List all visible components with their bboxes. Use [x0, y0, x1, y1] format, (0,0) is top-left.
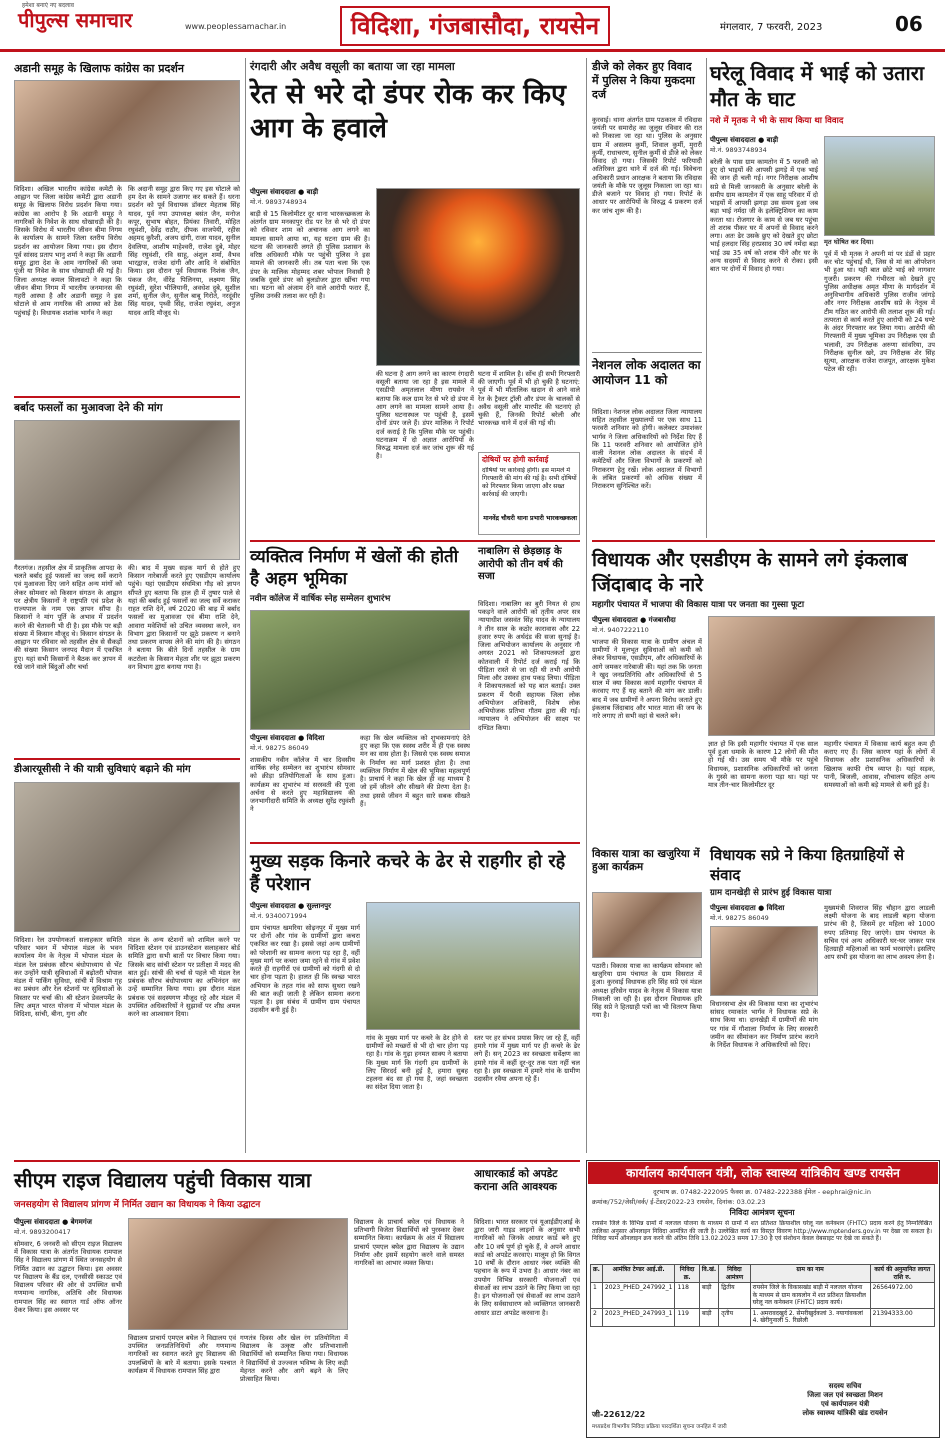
- a8-headline: व्यक्तित्व निर्माण में खेलों की होती है अहम भूमिका: [250, 547, 459, 590]
- a8-byline: पीपुल्स संवाददाता ● विदिशा: [250, 734, 325, 742]
- a4-sidebox: [478, 452, 580, 535]
- a14-photo: [128, 1218, 348, 1330]
- col-sno: क्र.: [591, 1265, 603, 1283]
- a14-mobile: मो.नं. 9893200417: [14, 1228, 71, 1236]
- website-link[interactable]: www.peoplessamachar.in: [185, 22, 287, 31]
- a15-headline: आधारकार्ड को अपडेट कराना अति आवश्यक: [474, 1168, 558, 1194]
- a7-body-col1: बरेली के पास ग्राम कामतोन में 5 फरवरी को हुए दो भाइयों की आपसी झगड़े में एक भाई की जान ही चली गई। नगर निरीक्षक आशीष सप्रे से मिली जानकारी के अनुसार बरेली के समीप ग्राम कामतोन में एक साहू परिवार में दो भाइयों में आपसी झगड़ा उस समय हुआ जब बड़ा भाई नर्मदा जी के इलेक्ट्रिशियन का काम करता था। रोजगार के काम से जब घर पहुंचा तो शराब पीकर घर में अपनों से विवाद करने लगा। अतः ढेर उसके छुए को देखते हुए छोटा भाई हलदार सिंह हरप्रसाद 30 वर्ष नर्मदा बड़ा भाई उम्र 35 वर्ष को शराब पीने और घर के अन्य सदस्यों से विवाद करने से रोका। इसी बात पर दोनों में विवाद हो गया।: [710, 158, 818, 274]
- a9-headline: नाबालिग से छेड़छाड़ के आरोपी को तीन वर्ष की सजा: [478, 546, 563, 582]
- a8-mobile: मो.नं. 98275 86049: [250, 744, 309, 752]
- cell: 21394333.00: [870, 1308, 934, 1326]
- a14-subheading: जनसहयोग से विद्यालय प्रांगण में निर्मित उद्यान का विधायक ने किया उद्घाटन: [14, 1200, 261, 1210]
- a4-kicker: रंगदारी और अवैध वसूली का बताया जा रहा मामला: [250, 60, 455, 73]
- tender-footer: मध्यप्रदेश विभागीय निविदा प्रक्रिया पारदर्शिता सूचना जनहित में जारी: [592, 1424, 727, 1430]
- cell: 2: [591, 1308, 603, 1326]
- a6-headline: नेशनल लोक अदालत का आयोजन 11 को: [592, 358, 701, 387]
- a4-fire-photo: [376, 188, 580, 366]
- a13-body-col2: मुख्यमंत्री शिवराज सिंह चौहान द्वारा लाडली लक्ष्मी योजना के बाद लाडली बहना योजना प्रारंभ की है, जिसमें हर महिला को 1000 रुपए प्रतिमाह दिए जाएंगे। ग्राम पंचायत के सचिव एवं अन्य अधिकारी घर-घर जाकर पात्र हितग्राही महिलाओं का फार्म भरवाएंगे। इसलिए आप सभी इस योजना का लाभ अवश्य लेना है।: [824, 904, 935, 962]
- sign-line: जिला जल एवं स्वच्छता मिशन: [807, 1391, 883, 1400]
- divider: [14, 1160, 580, 1162]
- a7-photo-caption: मृत घोषित कर दिया।: [824, 238, 874, 246]
- a5-headline: डीजे को लेकर हुए विवाद में पुलिस ने किया मुकदमा दर्ज: [592, 60, 695, 101]
- a4-body-col3: घटना में शामिल है। सोंच ही सभी गिरफ्तारी की जाएगी। पूर्व में भी हो चुकी है घटनाएं: पूर्व में भी मौतालिक खदान से आने वाले रेत के ट्रैक्टर ट्रॉली और डंपर के चालकों से अवैध वसूली और मारपीट की घटनाएं हो चुकी हैं, जिनकी रिपोर्ट बरेली और भारकच्छ थाने में दर्ज की गई थी।: [478, 370, 580, 428]
- tender-code: जी-22612/22: [592, 1410, 646, 1419]
- a7-subheading: नशे में मृतक ने भी के साथ किया था विवाद: [710, 116, 844, 126]
- divider: [250, 842, 580, 844]
- a12-photo: [592, 892, 702, 958]
- column-rule: [586, 58, 587, 1153]
- tagline: हमेशा बनाएं नए बदलाव: [22, 2, 74, 9]
- cell: 118: [675, 1283, 699, 1309]
- a4-box-sign: मानवेंद्र चौधरी थाना प्रभारी भारकच्छकला: [483, 515, 577, 522]
- a11-garbage-photo: [366, 902, 580, 1030]
- a13-byline: पीपुल्स संवाददाता ● विदिशा: [710, 904, 785, 912]
- a10-mobile: मो.नं. 9407222110: [592, 626, 649, 634]
- a6-body: विदिशा। नेशनल लोक अदालत जिला न्यायालय सहित तहसील मुख्यालयों पर एक साथ 11 फरवरी शनिवार को होगी। कलेक्टर उमाशंकर भार्गव ने जिला अधिकारियों को निर्देश दिए हैं कि 11 फरवरी शनिवार को आयोजित होने वाली नेशनल लोक अदालत के संदर्भ में कमेटियों और जिला विभागों के प्रकरणों को निराकरण हेतु रखें। लोक अदालत में विभागों के लंबित प्रकरणों को अधिक संख्या में निराकरण सुनिश्चित करें।: [592, 408, 702, 491]
- tender-reference: क्रमांक/752/जेसी/वर्क/ ई-टेंडर/2022-23 रायसेन, दिनांक: 03.02.23: [592, 1198, 766, 1206]
- a14-body-col4: विद्यालय के प्राचार्य बघेल एवं विधायक ने प्रतिभागी विजेता विद्यार्थियों को पुरस्कार देकर सम्मानित किया। कार्यक्रम के अंत में विद्यालय प्राचार्य एमएल बघेल द्वारा विद्यालय के उद्यान निर्माण और इसमें सहयोग करने वाले समस्त नागरिकों का आभार व्यक्त किया।: [354, 1218, 464, 1268]
- tender-notice-title: निविदा आमंत्रण सूचना: [729, 1208, 795, 1217]
- a2-body-col1: गैरतगंज। तहसील क्षेत्र में प्राकृतिक आपदा के चलते बर्बाद हुई फसलों का जल्द सर्वे कराने एवं मुआवजा दिए जाने सहित अन्य मांगों को लेकर सोमवार को किसान संगठन के आह्वान पर क्षेत्रीय किसानों ने राष्ट्रपति एवं प्रदेश के राज्यपाल के नाम एक ज्ञापन सौंपा है। किसानों ने मांग पूर्ति के अभाव में प्रदर्शन करने की चेतावनी भी दी है। इस मौके पर बड़ी संख्या में किसान मौजूद थे। किसान संगठन के आह्वान पर रविवार को तहसील क्षेत्र से सैकड़ों की संख्या किसान जनपद मैदान में एकत्रित हुए। यहां सभी किसानों ने बैठक कर ज्ञापन में रखे जाने वाले बिंदुओं और चर्चा: [14, 564, 122, 671]
- sign-line: एवं कार्यपालन यंत्री: [820, 1400, 870, 1409]
- a3-body-col2: मंडल के अन्य स्टेशनों को शामिल करने पर विदिशा स्टेशन एवं डाउनस्टेशन सलाहकार बोर्ड समिति द्वारा सभी बातों पर विचार किया गया। जिसके बाद सांची स्टेशन पर प्रतीक्षा में मदद की बात हुई। सांची की चर्चा से पहले भी मंडल रेल प्रबंधक सौरभ बंधोपाध्याय का अभिनंदन कर उन्हें सम्मानित किया गया। इस दौरान मंडल प्रबंधक एवं सदस्यगण मौजूद रहे और मंडल में उपस्थित अधिकारियों ने सुझावों पर शीघ्र अमल करने का आश्वासन दिया।: [128, 936, 240, 1019]
- a11-body-col1: ग्राम पंचायत खमरिया सोढ़नपुर में मुख्य मार्ग पर दोनों और गांव के ग्रामीणों द्वारा कचरा एकत्रित कर रखा है। इससे जहां अन्य ग्रामीणों को परेशानी का सामना करना पड़ रहा है, वहीं मुख्य मार्ग पर कचरा जमा रहने से गांव में प्रवेश करते ही राहगीरों एवं ग्रामीणों को गंदगी से दो चार होना पड़ता है। हालत ही कि स्वच्छ भारत अभियान के तहत गांव को साफ सुथरा रखने की बात कही जाती है लेकिन सामना करना पड़ता है। इस संबंध में ग्रामीण ग्राम पंचायत उदासीन बनी हुई है।: [250, 924, 360, 1015]
- divider: [592, 352, 702, 353]
- col-cost: कार्य की अनुमानित लागत राशि रु.: [870, 1265, 934, 1283]
- a12-headline: विकास यात्रा का खजुरिया में हुआ कार्यक्रम: [592, 848, 700, 874]
- a4-headline: रेत से भरे दो डंपर रोक कर किए आग के हवाले: [250, 79, 566, 144]
- a13-subheading: ग्राम दानखेड़ी से प्रारंभ हुई विकास यात्रा: [710, 888, 832, 898]
- a4-mobile: मो.नं. 9893748934: [250, 198, 307, 206]
- col-tender-no: निविदा क्र.: [675, 1265, 699, 1283]
- a15-body: विदिशा। भारत सरकार एवं यूआईडीएआई के द्वारा जारी गाइड लाइनों के अनुसार सभी नागरिकों को जिनके आधार कार्ड बने हुए और 10 वर्ष पूर्ण हो चुके हैं, वे अपने आधार कार्ड को अपडेट करवाएं। मालूम हो कि विगत 10 वर्षों के दौरान आधार नंबर व्यक्ति की पहचान के रूप में उभरा है। आधार नंबर का उपयोग विभिन्न सरकारी योजनाओं एवं सेवाओं का लाभ उठाने के लिए किया जा रहा है। इन योजनाओं एवं सेवाओं का लाभ उठाने के लिए सर्वसाधारण को व्यक्तिगत जानकारी आधार डाटा अपडेट करवाना है।: [474, 1218, 580, 1317]
- a1-body-col2: कि अदानी समूह द्वारा किए गए इस घोटाले को हम देश के सामने उजागर कर सकते हैं। धरना प्रदर्शन को पूर्व विधायक डॉक्टर मेहताब सिंह यादव, पूर्व नपा उपाध्यक्ष बसंत जैन, मनोज कपूर, सुभाष बोहत, प्रियंका तिवारी, मोहित रघुवंशी, देवेंद्र राठौर, दीपक वाजपेयी, रहीस अहमद कुरैशी, अजय दांगी, राजा यादव, सुनील देवलिया, आशीष माहेश्वरी, राजेश दुबे, मोहर सिंह रघुवंशी, रवि साहू, अंशुल शर्मा, वैभव भारद्वाज, राजेश दांगी और आदि ने संबोधित किया। इस दौरान पूर्व विधायक निशंक जैन, पंकज जैन, वीरेंद्र पिलिनया, लक्ष्मण सिंह रघुवंशी, सुरेश भीलियानी, अवधेश दुबे, सुशील शर्मा, सुनील जैन, सुनील बाबू गिरोते, नरदूंवीर सिंह यादव, पृथ्वी सिंह, राजेश रघुवंश, अनुज यादव आदि मौजूद थे।: [128, 185, 240, 317]
- a9-body: विदिशा। नाबालिग का बुरी नियत से हाथ पकड़ने वाले आरोपी को तृतीय अपर सत्र न्यायाधीश जसवंत सिंह यादव के न्यायालय ने तीन साल के कठोर कारावास और 22 हजार रुपए के अर्थदंड की सजा सुनाई है। जिला अभियोजन कार्यालय के अनुसार नौ अगस्त 2021 को शिकायतकर्ता द्वारा कोतवाली में रिपोर्ट दर्ज कराई गई कि पीड़िता रास्ते से जा रही थी तभी आरोपी मिला और उसका हाथ पकड़ लिया। पीड़िता ने शिकायतकर्ता को यह बात बताई। उक्त प्रकरण में पैरवी सहायक जिला लोक अभियोजन अधिकारी, विशेष लोक अभियोजक प्रतिभा गौतम द्वारा की गई। न्यायालय ने अभियोजन की साक्ष्य पर दण्डित किया।: [478, 600, 580, 732]
- a4-box-body: दोषियों पर कार्रवाई होगी। इस मामले में गिरफ्तारी की मांग की गई है। सभी दोषियों को गिरफ्तार किया जाएगा और सख्त कार्रवाई की जाएगी।: [482, 467, 577, 498]
- a10-byline: पीपुल्स संवाददाता ● गंजबासौदा: [592, 616, 676, 624]
- a14-byline: पीपुल्स संवाददाता ● बेगमगंज: [14, 1218, 92, 1226]
- a5-body: कुरवाई। थाना अंतर्गत ग्राम पठकाल में रविदास जयंती पर समारोह का जुलूस रविवार की रात को निकाला जा रहा था। पुलिस के अनुसार ग्राम में असलम कुर्मी, शिवाल कुर्मी, मुरारी कुर्मी, राधाचरण, सुनील कुर्मी से डीजे को लेकर विवाद हो गया। जिसकी रिपोर्ट फरियादी अतिरिक्त द्वारा थाने में दर्ज की गई। विवेचना अधिकारी प्रधान आरक्षक ने बताया कि रविदास जयंती के मौके पर जुलूस निकाला जा रहा था। डीजे बजाने पर विवाद हो गया। रिपोर्ट के आधार पर आरोपियों के विरुद्ध 4 प्रकरण दर्ज कर जांच शुरू की है।: [592, 116, 702, 215]
- table-row: [591, 1283, 935, 1309]
- a13-body-col1: विधानसभा क्षेत्र की विकास यात्रा का शुभारंभ सांसद रमाकांत भार्गव ने विधायक सप्रे के साथ किया था। दानखेड़ी में ग्रामीणों की मांग पर गांव में गौशाला निर्माण के लिए सरकारी जमीन का सीमांकन कर निर्माण प्रारंभ कराने के निर्देश विधायक ने अधिकारियों को दिए।: [710, 1000, 818, 1050]
- a11-body-col3: स्तर पर हर संभव प्रयास किए जा रहे हैं, वहीं हमारे गांव में मुख्य मार्ग पर ही कचरे के ढेर लगे हैं। सन् 2023 का स्वच्छता सर्वेक्षण का हमारे गांव में कहीं दूर-दूर तक पता नहीं चल रहा है। इस स्वच्छता में हमारे गांव के ग्रामीण उदासीन रवैया अपना रहे हैं।: [474, 1034, 580, 1084]
- a2-body-col2: की। बाद में मुख्य सड़क मार्ग से होते हुए किसान नारेबाजी करते हुए एसडीएम कार्यालय पहुंचे। यहां एसडीएम संघमित्रा गौड़ को ज्ञापन सौंपते हुए बताया कि हाल ही में तुषार पाले से यहां की बर्बाद हुई फसलों का जल्द सर्वे कराकर राहत राशि देने, वर्ष 2020 की बाढ़ में बर्बाद फसलों का मुआवजा एवं बीमा राशि देने, आवारा मवेशियों को उचित व्यवस्था करने, वन विभाग द्वारा किसानों पर झूठे प्रकरण न बनाने तथा प्रकरण वापस लेने की मांग की है। संगठन ने बताया कि बीते दिनों तहसील के ग्राम कटरोला के किसान मेहता शीर पर झूठा प्रकरण वन विभाग द्वारा बनाया गया है।: [128, 564, 240, 671]
- a8-body-col2: कहा कि खेल व्यक्तित्व को शुभकामनाएं देते हुए कहा कि एक स्वस्थ शरीर में ही एक स्वस्थ मन का वास होता है। जिससे एक स्वस्थ समाज के निर्माण का मार्ग प्रशस्त होता है। तथा व्यक्तित्व निर्माण में खेल की भूमिका महत्वपूर्ण है। प्राचार्य ने कहा कि खेल ही वह माध्यम है जो हमें जीतने और सीखने की प्रेरणा देता है। तथा इससे जीवन में बहुत सारे सबक सीखते हैं।: [360, 734, 470, 808]
- a14-body-col1: सोमवार, 6 जनवरी को सीएम राइज विद्यालय में विकास यात्रा के अंतर्गत विधायक रामपाल सिंह ने विद्यालय प्रांगण में स्थित जनसहयोग से निर्मित उद्यान का उद्घाटन किया। इस अवसर पर विद्यालय के बैंड दल, एनसीसी स्काउट एवं विद्यालय परिवार की ओर से उपस्थित सभी गणमान्य नागरिक, अतिथि और विधायक रामपाल सिंह का स्वागत गार्ड ऑफ ऑनर देकर किया। इस अवसर पर: [14, 1240, 122, 1314]
- a10-photo: [708, 616, 935, 736]
- divider: [14, 396, 240, 398]
- divider: [250, 540, 580, 542]
- divider: [14, 758, 240, 760]
- a13-photo: [710, 926, 818, 996]
- tender-signature: [760, 1382, 930, 1418]
- a7-byline: पीपुल्स संवाददाता ● बाड़ी: [710, 136, 779, 144]
- a8-subheading: नवीन कॉलेज में वार्षिक स्नेह सम्मेलन शुभारंभ: [250, 594, 391, 604]
- masthead: [0, 0, 945, 52]
- a4-body-col2: की घटना है आग लगने का कारण रंगदारी वसूली बताया जा रहा है इस मामले में एसडीपी अमृतलाल मीणा रायसेन ने बताया कि कल ग्राम रेत से भरे दो डंपर में आग लगने का मामला सामने आया है। पुलिस घटनास्थल पर पहुंची है, इसमें दोनों डंपर जले हैं। डंपर मालिक ने रिपोर्ट दर्ज कराई है कि पुलिस मौके पर पहुंची। घटनाक्रम में दो अज्ञात आरोपियों के विरुद्ध मामला दर्ज कर जांच शुरू की गई है।: [376, 370, 474, 461]
- a4-byline: पीपुल्स संवाददाता ● बाड़ी: [250, 188, 319, 196]
- cell: बाड़ी: [699, 1308, 718, 1326]
- column-rule: [706, 58, 707, 538]
- a11-headline: मुख्य सड़क किनारे कचरे के ढेर से राहगीर हो रहे हैं परेशान: [250, 851, 566, 896]
- a10-subheading: महागीर पंचायत में भाजपा की विकास यात्रा पर जनता का गुस्सा फूटा: [592, 600, 805, 610]
- a11-body-col2: गांव के मुख्य मार्ग पर कचरे के ढेर होने से ग्रामीणों को मच्छरों से भी दो चार होना पड़ रहा है। गांव के गुढ़ा हनमत साक्य ने बताया कि मुख्य मार्ग कि गंदगी हम ग्रामीणों के लिए सिरदर्द बनी हुई है, हमारा सुबह टहलना बंद सा हो गया है, जहां स्वच्छता का संदेश दिया जाता है।: [366, 1034, 468, 1092]
- a14-headline: सीएम राइज विद्यालय पहुंची विकास यात्रा: [14, 1168, 312, 1192]
- col-block: वि.खं.: [699, 1265, 718, 1283]
- a14-body-col3: गणतंत्र दिवस और खेल रंग प्रतियोगिता में विद्यालय के उत्कृष्ट और प्रतिभाशाली विद्यार्थियों को सम्मानित किया गया। विधायक ने विद्यार्थियों से उज्ज्वल भविष्य के लिए कड़ी मेहनत करने और आगे बढ़ने के लिए प्रोत्साहित किया।: [240, 1334, 348, 1384]
- a11-byline: पीपुल्स संवाददाता ● सुल्तानपुर: [250, 902, 332, 910]
- a7-body-col2: पूर्व में भी मृतक ने अपनी मां पर डंडों से प्रहार कर चोट पहुंचाई थी, जिस से मां का ऑपरेशन भी हुआ था। यही बात छोटे भाई को नागवार गुजरी। प्रकरण की गंभीरता को देखते हुए पुलिस अधीक्षक अमृत मीणा के मार्गदर्शन में अनुविभागीय अधिकारी पुलिस राजीव जांगड़े और नगर निरीक्षक आशीष सप्रे के नेतृत्व में टीम गठित कर आरोपी की तलाश शुरू की गई। तत्परता से कार्य करते हुए आरोपी को 24 घण्टे के अंदर गिरफ्तार कर लिया गया। आरोपी की गिरफ्तारी में मुख्य भूमिका उप निरीक्षक एस डी भलावी, उप निरीक्षक अरुणा सांवरिया, उप निरीक्षक सुनील खरे, उप निरीक्षक शेर सिंह सूत्या, आरक्षक राजेश राजपूत, आरक्षक मुकेश पटेल की रही।: [824, 250, 935, 374]
- edition-cities: विदिशा, गंजबासौदा, रायसेन: [340, 6, 610, 46]
- page-number: 06: [895, 12, 923, 36]
- a8-body-col1: शासकीय नवीन कॉलेज में चार दिवसीय वार्षिक स्नेह सम्मेलन का शुभारंभ सोमवार को क्रीड़ा प्रतियोगिताओं के साथ हुआ। कार्यक्रम का शुभारंभ मां सरस्वती की पूजा अर्चना से करते हुए महाविद्यालय की जनभागीदारी समिति के अध्यक्ष सुरेंद्र रघुवंशी ने: [250, 756, 355, 814]
- a8-photo: [250, 610, 470, 730]
- a2-headline: बर्बाद फसलों का मुआवजा देने की मांग: [14, 402, 163, 414]
- a2-photo: [14, 420, 240, 560]
- divider: [592, 540, 935, 542]
- a3-headline: डीआरयूसीसी ने की यात्री सुविधाएं बढ़ाने की मांग: [14, 764, 191, 775]
- cell: 1: [591, 1283, 603, 1309]
- tender-table-header: [591, 1265, 935, 1283]
- a10-body-col2: ज्ञात हो कि इसी महागीर पंचायत में एक साल पूर्व हुआ धमाके के कारण 12 लोगों की मौत हो गई थी। उस समय भी मौके पर पहुंचे विधायक, प्रशासनिक अधिकारियों को जनता के गुस्से का सामना करना पड़ा था। यहां पर मात्र तीन-चार किलोमीटर दूर: [708, 740, 818, 790]
- a7-headline: घरेलू विवाद में भाई को उतारा मौत के घाट: [710, 61, 925, 111]
- tender-header: कार्यालय कार्यपालन यंत्री, लोक स्वास्थ्य यांत्रिकीय खण्ड रायसेन: [588, 1162, 938, 1184]
- a4-body-col1: बाड़ी से 15 किलोमीटर दूर थाना भारकच्छकला के अंतर्गत ग्राम मनकापुर रोड पर रेत से भरे दो डंपर को रविवार शाम को अचानक आग लगने का मामला सामने आया था, यह घटना ग्राम की है। घटना की जानकारी लगते ही पुलिस प्रशासन के वरिष्ठ अधिकारी मौके पर पहुंची पुलिस ने इस मामले की जानकारी ली। तब पता चला कि एक डंपर के मालिक मोहम्मद शबर भोपाल निवासी है जबकि दूसरे डंपर को बुलडोजर द्वारा खींचा गया था। घटना को अंजाम देने वाले आरोपी फरार हैं, पुलिस उनकी तलाश कर रही है।: [250, 210, 370, 301]
- a10-body-col1: भाजपा की विकास यात्रा के ग्रामीण अंचल में ग्रामीणों ने मूलभूत सुविधाओं को कमी को लेकर विधायक, एसडीएम, और अधिकारियों के आगे जमकर नारेबाजी की। यहां तक कि जनता ने खुद जनप्रतिनिधि और अधिकारियों से 5 साल में क्या विकास कार्य महागीर पंचायत में करवाए गए हैं यह बताने की मांग कर डाली। बाद में जब ग्रामीणों ने अपना विरोध जताते हुए इंकलाब जिंदाबाद और भारत माता की जय के नारे लगाए तो सभी वहां से चलते बने।: [592, 638, 702, 721]
- a3-photo: [14, 782, 240, 932]
- newspaper-logo: पीपुल्स समाचार: [18, 8, 133, 32]
- a7-mobile: मो.नं. 9893748934: [710, 146, 767, 154]
- cell: 26564972.00: [870, 1283, 934, 1309]
- cell: 2023_PHED_247992_1: [602, 1283, 675, 1309]
- a13-mobile: मो.नं. 98275 86049: [710, 914, 769, 922]
- cell: 119: [675, 1308, 699, 1326]
- cell: 2023_PHED_247993_1: [602, 1308, 675, 1326]
- cell: 1. अमरावदखुर्द 2. सेमरीखुर्दकलां 3. नयागांवकलां 4. खेरीगुनाली 5. रिछोली: [750, 1308, 870, 1326]
- a1-headline: अडानी समूह के खिलाफ कांग्रेस का प्रदर्शन: [14, 62, 184, 75]
- a1-body-col1: विदिशा। अखिल भारतीय कांग्रेस कमेटी के आह्वान पर जिला कांग्रेस कमेटी द्वारा अडानी समूह के खिलाफ विरोध प्रदर्शन किया गया। कांग्रेस का आरोप है कि अडानी समूह ने नागरिकों के निवेश के साथ धोखाधड़ी की है। जिसके विरोध में भारतीय जीवन बीमा निगम के कार्यालय के सामने जिला स्तरीय विरोध प्रदर्शन का आयोजन किया गया। इस दौरान पूर्व सांसद प्रताप भानु शर्मा ने कहा कि अडानी समूह द्वारा देश के आम नागरिकों की जमा पूंजी या निवेश के साथ धोखाधड़ी की गई है। जिला अध्यक्ष कमल सिलावटो ने कहा कि जीवन बीमा निगम में भारतीय जनमानस की गहरी आस्था है और अडानी समूह ने इस घोटाले से आम नागरिक की आस्था को ठेस पहुंचाई है। विधायक शशांक भार्गव ने कहा: [14, 185, 122, 317]
- sign-line: लोक स्वास्थ्य यांत्रिकी खंड रायसेन: [802, 1409, 888, 1418]
- column-rule: [245, 58, 246, 1153]
- tender-table: [590, 1264, 935, 1327]
- a1-photo: [14, 80, 240, 182]
- a4-box-title: दोषियों पर होगी कार्रवाई: [482, 455, 549, 464]
- table-row: [591, 1308, 935, 1326]
- cell: द्वितीय: [719, 1283, 750, 1309]
- a13-headline: विधायक सप्रे ने किया हितग्राहियों से संवाद: [710, 846, 904, 884]
- a10-headline: विधायक और एसडीएम के सामने लगे इंकलाब जिंदाबाद के नारे: [592, 549, 908, 596]
- col-village: ग्राम का नाम: [750, 1265, 870, 1283]
- cell: बाड़ी: [699, 1283, 718, 1309]
- cell: रायसेन जिले के विकासखंड बाड़ी में नलजल योजना के माध्यम से ग्राम कायलोन में शत प्रतिशत क्रियाशील घरेलू नल कनेक्शन (FHTC) प्रदाय कार्य।: [750, 1283, 870, 1309]
- a10-body-col3: महागीर पंचायत में विकास कार्य बहुत कम ही कराए गए हैं। जिस कारण यहां के लोगों में विधायक और प्रशासनिक अधिकारियों के खिलाफ काफी रोष व्याप्त है। यहां सड़क, पानी, बिजली, आवास, शौचालय सहित अन्य समस्याओं को कमी बड़े मामले से बनी हुई है।: [824, 740, 935, 790]
- a7-police-station-photo: [824, 136, 935, 236]
- col-call: निविदा आमंत्रण: [719, 1265, 750, 1283]
- a14-body-col2: विद्यालय प्राचार्य एमएल बघेल ने विद्यालय एवं उपस्थित जनप्रतिनिधियों और गणमान्य नागरिकों का स्वागत करते हुए विद्यालय की उपलब्धियों के बारे में बताया। इसके पश्चात कार्यक्रम में विधायक रामपाल सिंह द्वारा: [128, 1334, 236, 1375]
- cell: तृतीय: [719, 1308, 750, 1326]
- a12-body: पठारी। विकास यात्रा का कार्यक्रम सोमवार को खजुरिया ग्राम पंचायत के ग्राम विसरात में हुआ। कुरवाई विधायक हरि सिंह सप्रे एवं मंडल अध्यक्ष हरिसेन यादव के नेतृत्व में विकास यात्रा निकाली जा रही है। इस दौरान विधायक हरि सिंह सप्रे ने हितग्राही पत्रों का भी वितरण किया गया है।: [592, 962, 702, 1020]
- tender-address: दूरभाष क्र. 07482-222095 फैक्स क्र. 07482-222388 ईमेल - eephrai@nic.in: [653, 1188, 871, 1196]
- a3-body-col1: विदिशा। रेल उपयोगकर्ता सलाहकार समिति परिवार भवन में भोपाल मंडल के भवन कार्यालय मेन के नेतृत्व में भोपाल मंडल के मंडल रेल प्रबंधक सौरभ बंधोपाध्याय से भेंट कर उन्होंने यात्री सुविधाओं में बढ़ोतरी भोपाल मंडल में पार्किंग सुविधा, सांची में विश्राम गृह का प्रबंधन और रेल स्टेशनों पर सुविधाओं के विस्तार पर चर्चा की। श्री स्टेशन डेवलपमेंट के लिए अमृत भारत योजना में भोपाल मंडल के विदिशा, सांची, बीना, गुना और: [14, 936, 122, 1019]
- sign-line: सदस्य सचिव: [828, 1382, 862, 1390]
- tender-notice-body: रायसेन जिले के विभिन्न ग्रामों में नलजल योजना के माध्यम से ग्रामों में शत प्रतिशत क्रियाशील घरेलू नल कनेक्शन (FHTC) प्रदाय करने हेतु निम्नलिखित तालिका अनुसार ऑनलाइन निविदा आमंत्रित की जाती है। उल्लेखित कार्य का विस्तृत विवरण http://www.mptenders.gov.in पर देखा जा सकता है। निविदा फार्म ऑनलाइन क्रय करने की अंतिम तिथि 13.02.2023 समय 17:30 है एवं संशोधन केवल वेबसाइट पर देखे जा सकते हैं।: [592, 1220, 932, 1242]
- issue-date: मंगलवार, 7 फरवरी, 2023: [720, 22, 823, 33]
- a11-mobile: मो.नं. 9340071994: [250, 912, 307, 920]
- col-tender-id: आमंत्रित टेण्डर आई.डी.: [602, 1265, 675, 1283]
